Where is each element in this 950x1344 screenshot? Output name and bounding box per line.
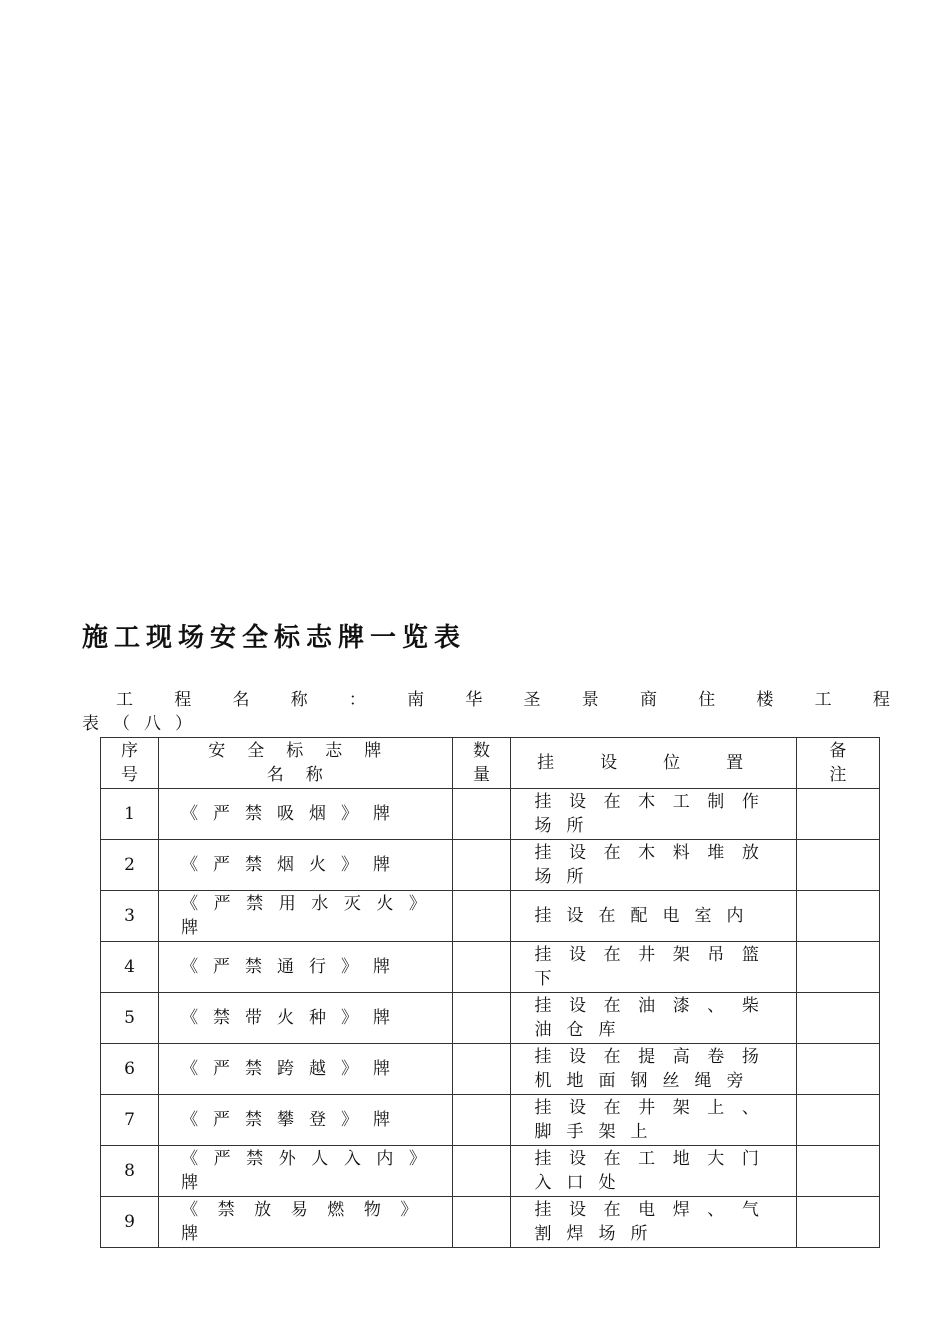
cell-location: 挂设在工地大门入口处 (510, 1146, 796, 1197)
cell-no: 4 (101, 942, 159, 993)
cell-note (796, 1095, 879, 1146)
cell-sign-name: 《禁带火种》牌 (159, 993, 453, 1044)
cell-note (796, 1197, 879, 1248)
project-char: ： (348, 690, 366, 710)
header-note-line: 备 (829, 741, 847, 761)
header-no-line: 号 (121, 765, 139, 785)
cell-qty (453, 942, 510, 993)
project-char: 圣 (523, 690, 541, 710)
cell-location: 挂设在油漆、柴油仓库 (510, 993, 796, 1044)
cell-no: 7 (101, 1095, 159, 1146)
header-note-line: 注 (829, 765, 847, 785)
project-char: 工 (814, 690, 832, 710)
project-char: 景 (581, 690, 599, 710)
cell-location: 挂设在木工制作场所 (510, 789, 796, 840)
cell-qty (453, 1044, 510, 1095)
cell-location: 挂设在井架上、脚手架上 (510, 1095, 796, 1146)
cell-sign-name: 《严禁用水灭火》牌 (159, 891, 453, 942)
cell-location: 挂设在提高卷扬机地面钢丝绳旁 (510, 1044, 796, 1095)
project-char: 南 (407, 690, 425, 710)
table-row (101, 993, 880, 1044)
table-row (101, 789, 880, 840)
project-char: 楼 (756, 690, 774, 710)
cell-no: 9 (101, 1197, 159, 1248)
cell-no: 6 (101, 1044, 159, 1095)
cell-location: 挂设在配电室内 (510, 891, 796, 942)
project-char: 住 (698, 690, 716, 710)
project-char: 称 (290, 690, 308, 710)
cell-sign-name: 《严禁攀登》牌 (159, 1095, 453, 1146)
project-char: 工 (116, 690, 133, 710)
header-location-text: 挂设位置 (537, 753, 790, 773)
header-note (796, 738, 879, 789)
cell-location: 挂设在井架吊篮下 (510, 942, 796, 993)
safety-signs-table (100, 737, 880, 1248)
table-row (101, 942, 880, 993)
header-name-line: 安全标志牌 (208, 741, 404, 761)
cell-sign-name: 《禁放易燃物》牌 (159, 1197, 453, 1248)
header-location (510, 738, 796, 789)
cell-note (796, 789, 879, 840)
cell-qty (453, 993, 510, 1044)
header-name-line: 名称 (266, 765, 345, 785)
cell-note (796, 1044, 879, 1095)
table-row (101, 1197, 880, 1248)
cell-note (796, 993, 879, 1044)
table-row (101, 840, 880, 891)
project-char: 程 (872, 690, 890, 710)
cell-note (796, 942, 879, 993)
cell-no: 5 (101, 993, 159, 1044)
project-name-line (82, 688, 890, 736)
cell-qty (453, 1095, 510, 1146)
cell-sign-name: 《严禁烟火》牌 (159, 840, 453, 891)
table-row (101, 1146, 880, 1197)
document-title: 施工现场安全标志牌一览表 (82, 623, 467, 653)
cell-location: 挂设在电焊、气割焊场所 (510, 1197, 796, 1248)
table-row (101, 1044, 880, 1095)
header-name (159, 738, 453, 789)
project-char: 华 (465, 690, 483, 710)
cell-note (796, 1146, 879, 1197)
cell-qty (453, 1146, 510, 1197)
table-header-row (101, 738, 880, 789)
header-qty-line: 数 (472, 741, 490, 761)
cell-no: 2 (101, 840, 159, 891)
cell-location: 挂设在木料堆放场所 (510, 840, 796, 891)
table-row (101, 891, 880, 942)
project-name-row (82, 688, 890, 712)
cell-no: 1 (101, 789, 159, 840)
cell-qty (453, 840, 510, 891)
cell-qty (453, 891, 510, 942)
header-no (101, 738, 159, 789)
cell-qty (453, 789, 510, 840)
header-qty-line: 量 (472, 765, 490, 785)
header-qty (453, 738, 510, 789)
cell-note (796, 891, 879, 942)
cell-no: 3 (101, 891, 159, 942)
project-char: 名 (232, 690, 250, 710)
cell-no: 8 (101, 1146, 159, 1197)
table-number: 表（八） (82, 714, 206, 734)
cell-sign-name: 《严禁吸烟》牌 (159, 789, 453, 840)
cell-sign-name: 《严禁跨越》牌 (159, 1044, 453, 1095)
cell-qty (453, 1197, 510, 1248)
cell-sign-name: 《严禁通行》牌 (159, 942, 453, 993)
header-no-line: 序 (121, 741, 139, 761)
table-row (101, 1095, 880, 1146)
cell-sign-name: 《严禁外人入内》牌 (159, 1146, 453, 1197)
project-char: 商 (639, 690, 657, 710)
cell-note (796, 840, 879, 891)
project-char: 程 (174, 690, 192, 710)
